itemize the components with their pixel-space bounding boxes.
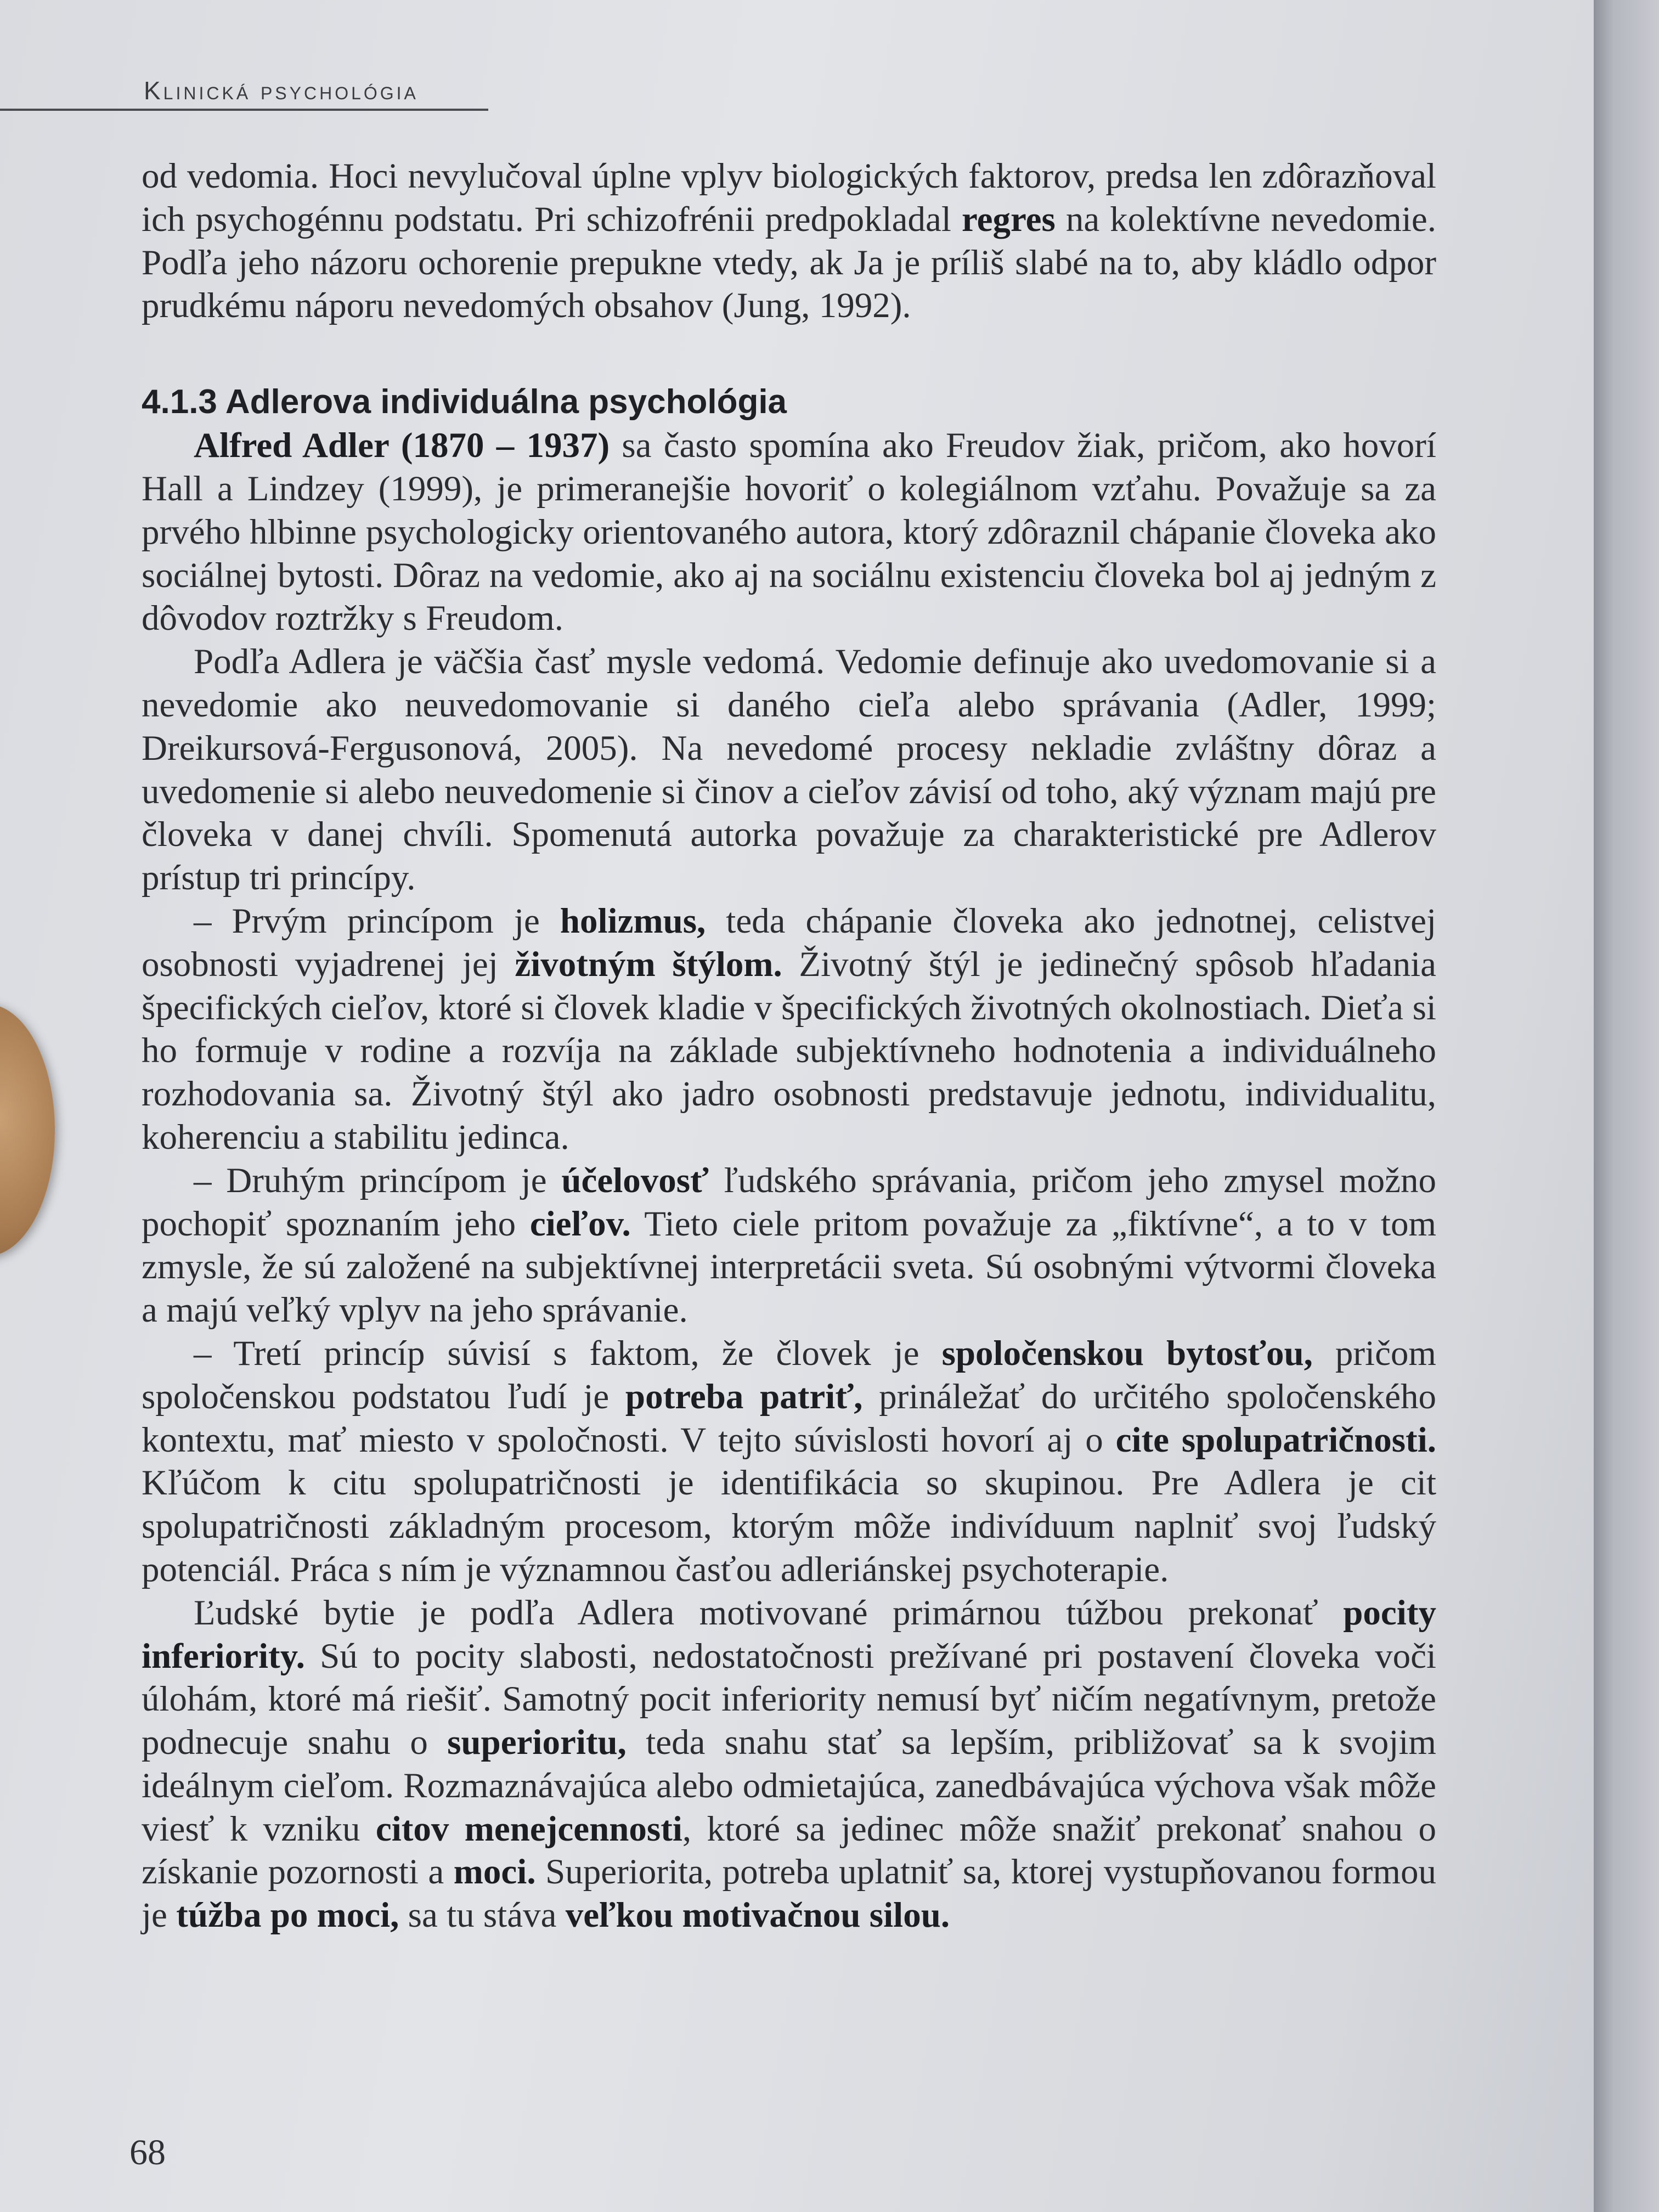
running-head: Klinická psychológia bbox=[144, 76, 419, 105]
paragraph-principle-purpose: – Druhým princípom je účelovosť ľudského správania, pričom jeho zmysel možno pochopiť spoznaním jeho cieľov. Tieto ciele pritom považuje za „fiktívne“, a to v tom zmysle, že sú založené na subjektívnej interpretácii sveta. Sú osobnými výtvormi človeka a majú veľký vplyv na jeho správanie. bbox=[142, 1160, 1437, 1330]
page-body bbox=[142, 155, 1436, 1937]
book-gutter bbox=[1594, 0, 1659, 2212]
header-rule bbox=[0, 109, 488, 111]
thumb bbox=[0, 1004, 55, 1256]
page-number: 68 bbox=[129, 2132, 166, 2172]
paragraph-jung: od vedomia. Hoci nevylučoval úplne vplyv biologických faktorov, predsa len zdôrazňoval ich psychogénnu podstatu. Pri schizofrénii predpokladal regres na kolektívne nevedomie. Podľa jeho názoru ochorenie prepukne vtedy, ak Ja je príliš slabé na to, aby kládlo odpor prudkému náporu nevedomých obsahov (Jung, 1992). bbox=[142, 156, 1436, 326]
paragraph-principle-social: – Tretí princíp súvisí s faktom, že človek je spoločenskou bytosťou, pričom spoločenskou podstatou ľudí je potreba patriť, prináležať do určitého spoločenského kontextu, mať miesto v spoločnosti. V tejto súvislosti hovorí aj o cite spolupatričnosti. Kľúčom k citu spolupatričnosti je identifikácia so skupinou. Pre Adlera je cit spolupatričnosti základným procesom, ktorým môže indivíduum naplniť svoj ľudský potenciál. Práca s ním je významnou časťou adleriánskej psychoterapie. bbox=[142, 1333, 1437, 1589]
section-heading: 4.1.3 Adlerova individuálna psychológia bbox=[142, 383, 787, 421]
paragraph-adler-intro: Alfred Adler (1870 – 1937) sa často spomína ako Freudov žiak, pričom, ako hovorí Hall a Lindzey (1999), je primeranejšie hovoriť o kolegiálnom vzťahu. Považuje sa za prvého hlbinne psychologicky orientovaného autora, ktorý zdôraznil chápanie človeka ako sociálnej bytosti. Dôraz na vedomie, ako aj na sociálnu existenciu človeka bol aj jedným z dôvodov roztržky s Freudom. bbox=[142, 426, 1437, 639]
paragraph-principle-holism: – Prvým princípom je holizmus, teda chápanie človeka ako jednotnej, celistvej osobnosti vyjadrenej jej životným štýlom. Životný štýl je jedinečný spôsob hľadania špecifických cieľov, ktoré si človek kladie v špecifických životných okolnostiach. Dieťa si ho formuje v rodine a rozvíja na základe subjektívneho hodnotenia a individuálneho rozhodovania sa. Životný štýl ako jadro osobnosti predstavuje jednotu, individualitu, koherenciu a stabilitu jedinca. bbox=[142, 901, 1437, 1157]
paragraph-conscious-mind: Podľa Adlera je väčšia časť mysle vedomá. Vedomie definuje ako uvedomovanie si a nevedomie ako neuvedomovanie si daného cieľa alebo správania (Adler, 1999; Dreikursová-Fergusonová, 2005). Na nevedomé procesy nekladie zvláštny dôraz a uvedomenie si alebo neuvedomenie si činov a cieľov závisí od toho, aký význam majú pre človeka v danej chvíli. Spomenutá autorka považuje za charakteristické pre Adlerov prístup tri princípy. bbox=[142, 642, 1436, 898]
paragraph-inferiority: Ľudské bytie je podľa Adlera motivované primárnou túžbou prekonať pocity inferiority. Sú to pocity slabosti, nedostatočnosti prežívané pri postavení človeka voči úlohám, ktoré má riešiť. Samotný pocit inferiority nemusí byť ničím negatívnym, pretože podnecuje snahu o superioritu, teda snahu stať sa lepším, približovať sa k svojim ideálnym cieľom. Rozmaznávajúca alebo odmietajúca, zanedbávajúca výchova však môže viesť k vzniku citov menejcennosti, ktoré sa jedinec môže snažiť prekonať snahou o získanie pozornosti a moci. Superiorita, potreba uplatniť sa, ktorej vystupňovanou formou je túžba po moci, sa tu stáva veľkou motivačnou silou. bbox=[142, 1593, 1436, 1936]
